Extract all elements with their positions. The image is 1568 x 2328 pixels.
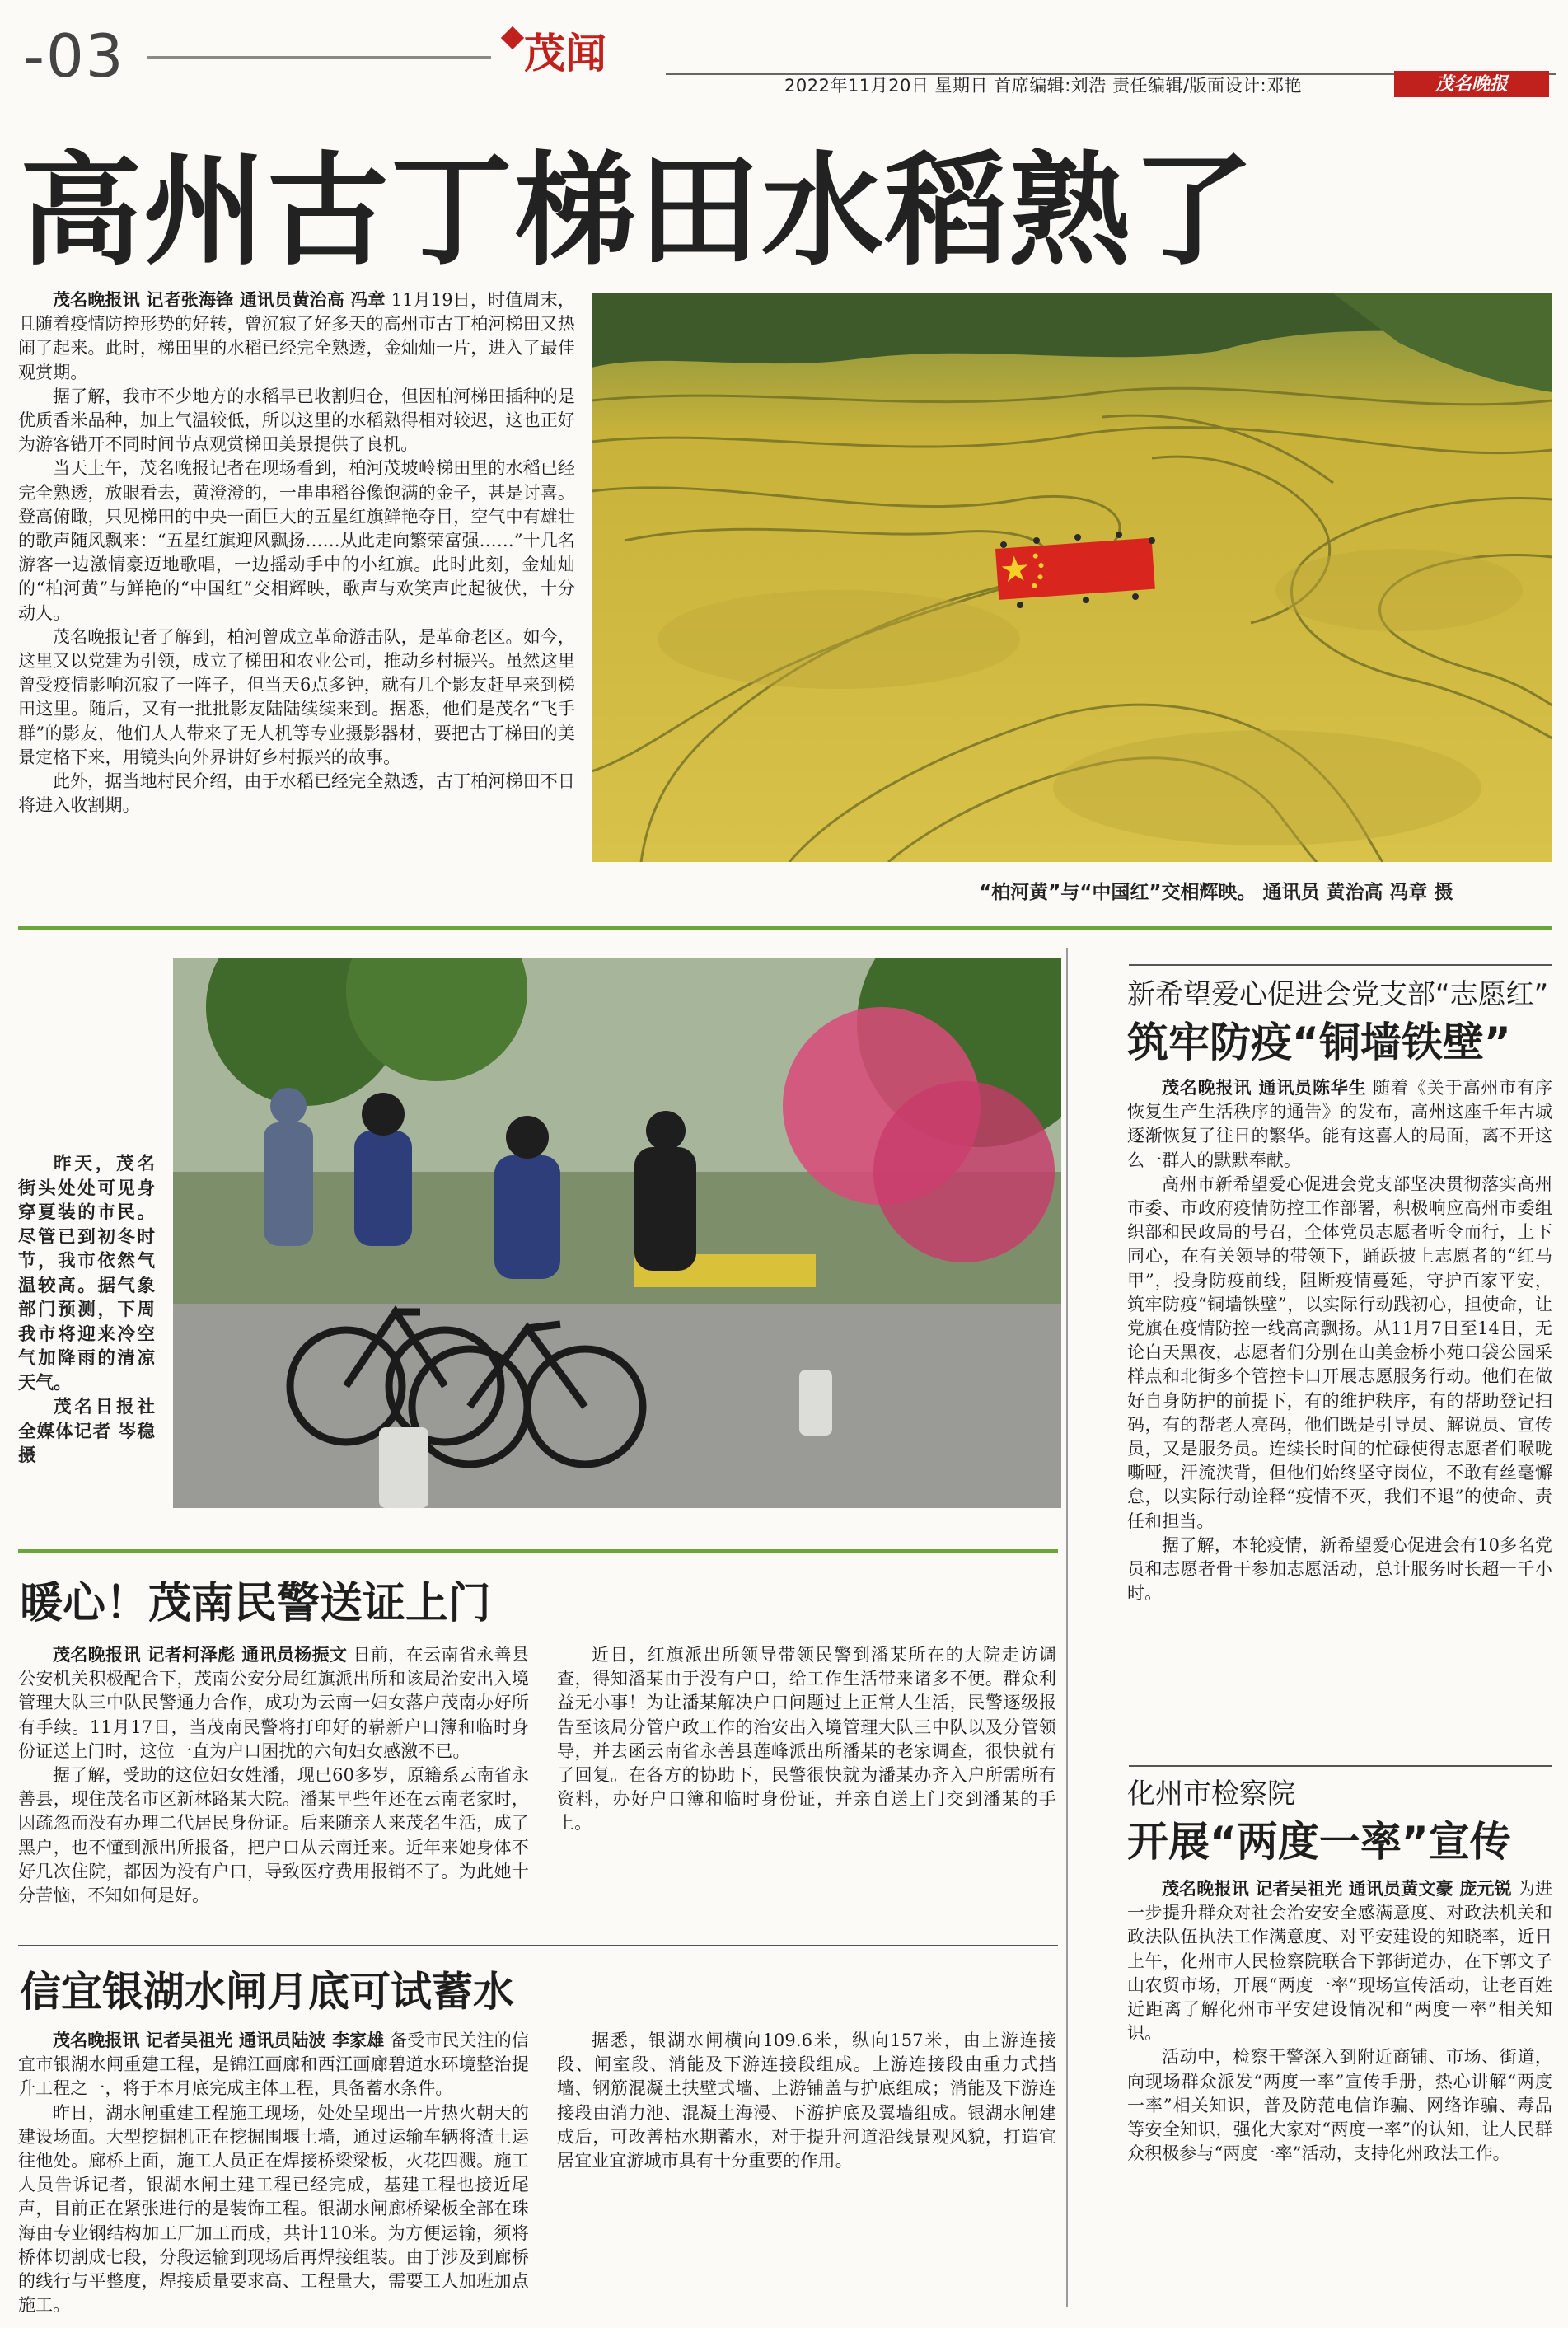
procuratorate-paragraph: 为进一步提升群众对社会治安安全感满意度、对政法机关和政法队伍执法工作满意度、对平安建设的知晓率，近日上午，化州市人民检察院联合下郭街道办，在下郭文子山农贸市场，开展“两度一率”现场宣传活动，让老百姓近距离了解化州市平安建设情况和“两度一率”相关知识。 — [1127, 1879, 1552, 2044]
sluice-paragraph: 昨日，湖水闸重建工程施工现场，处处呈现出一片热火朝天的建设场面。大型挖掘机正在挖掘围堰土墙，通过运输车辆将渣土运往他处。廊桥上面，施工人员正在焊接桥梁梁板，火花四溅。施工人员告诉记者，银湖水闸土建工程已经完成，基建工程也接近尾声，目前正在紧张进行的是装饰工程。银湖水闸廊桥梁板全部在珠海由专业钢结构加工厂加工而成，共计110米。为方便运输，须将桥体切割成七段，分段运输到现场后再焊接组装。由于涉及到廊桥的线行与平整度，焊接质量要求高、工程量大，需要工人加班加点施工。 — [18, 2102, 529, 2316]
procuratorate-headline: 开展“两度一率”宣传 — [1127, 1818, 1511, 1866]
section-divider — [18, 1549, 1058, 1553]
volunteer-kicker: 新希望爱心促进会党支部“志愿红” — [1127, 978, 1549, 1011]
volunteer-paragraph: 高州市新希望爱心促进会党支部坚决贯彻落实高州市委、市政府疫情防控工作部署，积极响应高州市委组织部和民政局的号召，全体党员志愿者听令而行，上下同心，在有关领导的带领下，踊跃披上志愿者的“红马甲”，投身防疫前线，阻断疫情蔓延，守护百家平安，筑牢防疫“铜墙铁壁”，以实际行动践初心，担使命，让党旗在疫情防控一线高高飘扬。从11月7日至14日，无论白天黑夜，志愿者们分别在山美金桥小苑口袋公园采样点和北街多个管控卡口开展志愿服务行动。他们在做好自身防护的前提下，有的维护秩序，有的帮助登记扫码，有的帮老人亮码，他们既是引导员、解说员、宣传员，又是服务员。连续长时间的忙碌使得志愿者们喉咙嘶哑，汗流浃背，但他们始终坚守岗位，不敢有丝毫懈怠，以实际行动诠释“疫情不灭，我们不退”的使命、责任和担当。 — [1127, 1173, 1552, 1531]
sluice-byline: 茂名晚报讯 记者吴祖光 通讯员陆波 李家雄 — [53, 2031, 385, 2050]
sluice-headline: 信宜银湖水闸月底可试蓄水 — [20, 1968, 514, 2016]
lead-paragraph: 据了解，我市不少地方的水稻早已收割归仓，但因柏河梯田插种的是优质香米品种，加上气温较低，所以这里的水稻熟得相对较迟，这也正好为游客错开不同时间节点观赏梯田美景提供了良机。 — [18, 386, 575, 455]
street-photo-caption — [18, 1152, 155, 1468]
sluice-paragraph: 备受市民关注的信宜市银湖水闸重建工程，是锦江画廊和西江画廊碧道水环境整治提升工程之一，将于本月底完成主体工程，具备蓄水条件。 — [18, 2031, 529, 2099]
newspaper-logo: 茂名晚报 — [1394, 71, 1549, 97]
section-divider — [1129, 964, 1552, 966]
lead-paragraph: 茂名晚报记者了解到，柏河曾成立革命游击队，是革命老区。如今，这里又以党建为引领，成立了梯田和农业公司，推动乡村振兴。虽然这里曾受疫情影响沉寂了一阵子，但当天6点多钟，就有几个影友赶早来到梯田这里。随后，又有一批批影友陆陆续续来到。据悉，他们是茂名“飞手群”的影友，他们人人带来了无人机等专业摄影器材，要把古丁梯田的美景定格下来，用镜头向外界讲好乡村振兴的故事。 — [18, 626, 575, 767]
lead-paragraph: 当天上午，茂名晚报记者在现场看到，柏河茂坡岭梯田里的水稻已经完全熟透，放眼看去，黄澄澄的，一串串稻谷像饱满的金子，甚是讨喜。登高俯瞰，只见梯田的中央一面巨大的五星红旗鲜艳夺目，空气中有雄壮的歌声随风飘来：“五星红旗迎风飘扬……从此走向繁荣富强……”十几名游客一边激情豪迈地歌唱，一边摇动手中的小红旗。此时此刻，金灿灿的“柏河黄”与鲜艳的“中国红”交相辉映，歌声与欢笑声此起彼伏，十分动人。 — [18, 458, 575, 623]
police-article-col2 — [557, 1643, 1056, 1920]
volunteer-headline: 筑牢防疫“铜墙铁壁” — [1127, 1019, 1511, 1066]
police-article-col1 — [18, 1643, 529, 1920]
section-divider — [18, 926, 1552, 930]
procuratorate-byline: 茂名晚报讯 记者吴祖光 通讯员黄文豪 庞元锐 — [1162, 1879, 1512, 1899]
police-byline: 茂名晚报讯 记者柯泽彪 通讯员杨振文 — [53, 1645, 348, 1665]
police-paragraph: 近日，红旗派出所领导带领民警到潘某所在的大院走访调查，得知潘某由于没有户口，给工作生活带来诸多不便。群众利益无小事！为让潘某解决户口问题过上正常人生活，民警逐级报告至该局分管户政工作的治安出入境管理大队三中队以及分管领导，并去函云南省永善县莲峰派出所潘某的老家调查，很快就有了回复。在各方的协助下，民警很快就为潘某办齐入户所需所有资料，办好户口簿和临时身份证，并亲自送上门交到潘某的手上。 — [557, 1645, 1056, 1834]
volunteer-paragraph: 据了解，本轮疫情，新希望爱心促进会有10多名党员和志愿者骨干参加志愿活动，总计服务时长超一千小时。 — [1127, 1534, 1552, 1604]
section-ornament-icon — [501, 26, 524, 49]
lead-article-body — [18, 288, 575, 817]
police-paragraph: 日前，在云南省永善县公安机关积极配合下，茂南公安分局红旗派出所和该局治安出入境管理大队三中队民警通力合作，成功为云南一妇女落户茂南办好所有手续。11月17日，当茂南民警将打印好的崭新户口簿和临时身份证送上门时，这位一直为户口困扰的六旬妇女感激不已。 — [18, 1645, 529, 1761]
police-paragraph: 据了解，受助的这位妇女姓潘，现已60多岁，原籍系云南省永善县，现住茂名市区新林路某大院。潘某早些年还在云南老家时，因疏忽而没有办理二代居民身份证。后来随亲人来茂名生活，成了黑户，也不懂到派出所报备，把户口从云南迁来。近年来她身体不好几次住院，都因为没有户口，导致医疗费用报销不了。为此她十分苦恼，不知如何是好。 — [18, 1765, 529, 1906]
street-caption-text: 昨天，茂名街头处处可见身穿夏装的市民。尽管已到初冬时节，我市依然气温较高。据气象部门预测，下周我市将迎来冷空气加降雨的清凉天气。 — [18, 1154, 155, 1394]
page-number: -03 — [23, 21, 125, 91]
lead-byline: 茂名晚报讯 记者张海锋 通讯员黄治高 冯章 — [53, 290, 386, 310]
sluice-paragraph: 据悉，银湖水闸横向109.6米，纵向157米，由上游连接段、闸室段、消能及下游连接段组成。上游连接段由重力式挡墙、钢筋混凝土扶壁式墙、上游铺盖与护底组成；消能及下游连接段由消力池、混凝土海漫、下游护底及翼墙组成。银湖水闸建成后，可改善枯水期蓄水，对于提升河道沿线景观风貌，打造宜居宜业宜游城市具有十分重要的作用。 — [557, 2031, 1056, 2171]
procuratorate-article-body — [1127, 1877, 1552, 2314]
volunteer-article-body — [1127, 1076, 1552, 1719]
issue-info: 2022年11月20日 星期日 首席编辑:刘浩 责任编辑/版面设计:邓艳 — [784, 76, 1303, 96]
volunteer-paragraph: 随着《关于高州市有序恢复生产生活秩序的通告》的发布，高州这座千年古城逐渐恢复了往日的繁华。能有这喜人的局面，离不开这么一群人的默默奉献。 — [1127, 1078, 1552, 1170]
procuratorate-kicker: 化州市检察院 — [1127, 1778, 1295, 1810]
procuratorate-paragraph: 活动中，检察干警深入到附近商铺、市场、街道，向现场群众派发“两度一率”宣传手册，热心讲解“两度一率”相关知识，普及防范电信诈骗、网络诈骗、毒品等安全知识，强化大家对“两度一率”的认知，让人民群众积极参与“两度一率”活动，支持化州政法工作。 — [1127, 2047, 1552, 2164]
street-photo — [173, 958, 1061, 1508]
section-name: 茂闻 — [524, 29, 606, 77]
header-rule — [147, 56, 491, 59]
lead-headline: 高州古丁梯田水稻熟了 — [20, 140, 1256, 282]
rice-terrace-photo — [592, 293, 1552, 862]
sluice-article-col2 — [557, 2029, 1056, 2317]
volunteer-byline: 茂名晚报讯 通讯员陈华生 — [1162, 1078, 1367, 1098]
rice-photo-caption: “柏河黄”与“中国红”交相辉映。 通讯员 黄治高 冯章 摄 — [979, 882, 1453, 903]
section-divider — [1129, 1765, 1552, 1767]
column-divider — [1066, 948, 1068, 2307]
street-caption-credit: 茂名日报社全媒体记者 岑稳 摄 — [18, 1397, 155, 1466]
sluice-article-col1 — [18, 2029, 529, 2317]
lead-paragraph: 11月19日，时值周末，且随着疫情防控形势的好转，曾沉寂了好多天的高州市古丁柏河梯田又热闹了起来。此时，梯田里的水稻已经完全熟透，金灿灿一片，进入了最佳观赏期。 — [18, 290, 575, 382]
police-headline: 暖心！茂南民警送证上门 — [20, 1579, 492, 1628]
section-divider — [18, 1945, 1058, 1946]
lead-paragraph: 此外，据当地村民介绍，由于水稻已经完全熟透，古丁柏河梯田不日将进入收割期。 — [18, 771, 575, 816]
